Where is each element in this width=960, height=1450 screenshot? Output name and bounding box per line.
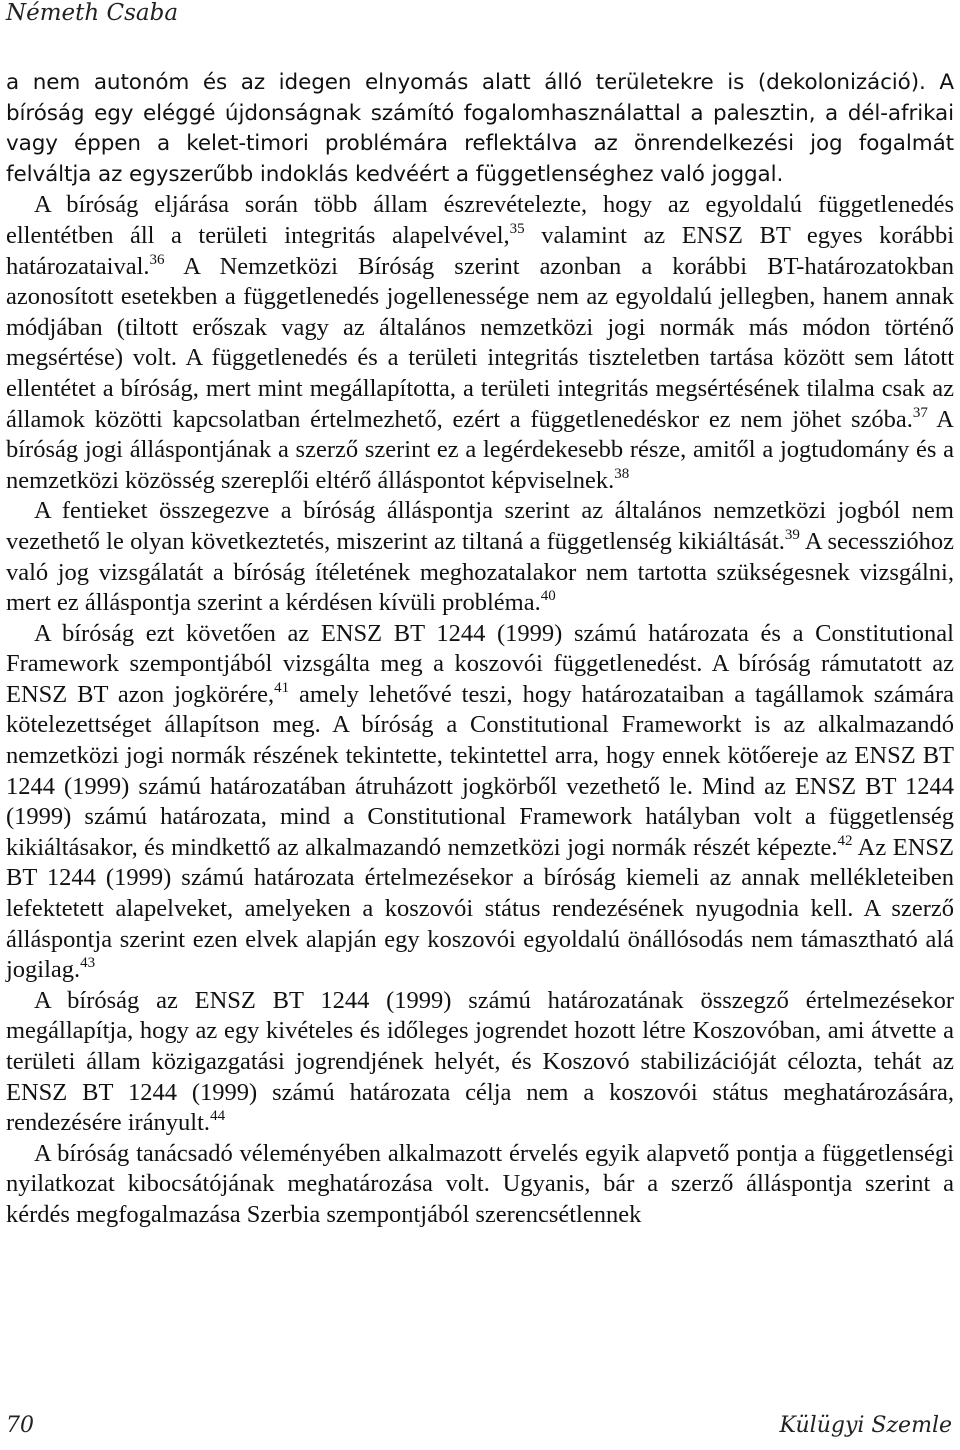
footnote-ref[interactable]: 36 — [149, 251, 165, 268]
footnote-ref[interactable]: 37 — [912, 404, 928, 421]
body-text — [6, 68, 954, 1231]
paragraph-text: A bíróság jogi álláspontjának a szerző szerint ez a legérdekesebb része, amitől a jogtudomány és a nemzetközi közösség szereplői eltérő álláspontot képviselnek. — [6, 405, 955, 494]
page-number: 70 — [6, 1413, 34, 1438]
paragraph-text: a nem autonóm és az idegen elnyomás alatt álló területekre is (dekolonizáció). A bíróság egy eléggé újdonságnak számító fogalomhasználattal a palesztin, a dél-afrikai vagy éppen a kelet-timori problémára reflektálva az önrendelkezési jog fogalmát felváltja az egyszerűbb indoklás kedvéért a függetlenséghez való joggal. — [6, 70, 954, 187]
footnote-ref[interactable]: 42 — [837, 832, 853, 849]
footnote-ref[interactable]: 38 — [614, 465, 630, 482]
paragraph-text: A bíróság ezt követően az ENSZ BT 1244 (1999) számú határozata és a Constitutional Framework szempontjából vizsgálta meg a koszovói függetlenedést. A bíróság rámutatott az ENSZ BT azon jogkörére, — [6, 619, 954, 708]
running-header-author: Németh Csaba — [6, 0, 179, 26]
footnote-ref[interactable]: 44 — [210, 1108, 226, 1125]
footnote-ref[interactable]: 40 — [540, 588, 556, 605]
paragraph — [6, 1139, 954, 1231]
paragraph-text: Az ENSZ BT 1244 (1999) számú határozata értelmezésekor a bíróság kiemeli az annak mellékleteiben lefektetett alapelveket, amelyeken a koszovói státus rendezésének nyugodnia kell. A szerző álláspontja szerint ezen elvek alapján egy koszovói egyoldalú önállósodás nem támasztható alá jogilag. — [6, 833, 954, 984]
footnote-ref[interactable]: 39 — [784, 526, 800, 543]
paragraph-text: amely lehetővé teszi, hogy határozataiban a tagállamok számára kötelezettséget állapítson meg. A bíróság a Constitutional Frameworkt is az alkalmazandó nemzetközi jogi normák részének tekintette, tekintettel arra, hogy ennek kötőereje az ENSZ BT 1244 (1999) számú határozatában átruházott jogkörből vezethető le. Mind az ENSZ BT 1244 (1999) számú határozata, mind a Constitutional Framework hatályban volt a függetlenség kikiáltásakor, és mindkettő az alkalmazandó nemzetközi jogi normák részét képezte. — [6, 680, 954, 861]
paragraph-text: A fentieket összegezve a bíróság álláspontja szerint az általános nemzetközi jogból nem vezethető le olyan következtetés, miszerint az tiltaná a függetlenség kikiáltását. — [6, 497, 954, 555]
paragraph-text: A secesszióhoz való jog vizsgálatát a bíróság ítéletének meghozatalakor nem tartotta szükségesnek vizsgálni, mert ez álláspontja szerint a kérdésen kívüli probléma. — [6, 527, 954, 617]
paragraph-text: valamint az ENSZ BT egyes korábbi határozataival. — [6, 221, 955, 280]
paragraph-text: A bíróság az ENSZ BT 1244 (1999) számú határozatának összegző értelmezésekor megállapítja, hogy az egy kivételes és időleges jogrendet hozott létre Koszovóban, ami átvette a területi állam közigazgatási jogrendjének helyét, és Koszovó stabilizációját célozta, tehát az ENSZ BT 1244 (1999) számú határozata célja nem a koszovói státus meghatározására, rendezésére irányult. — [6, 986, 954, 1137]
paragraph — [6, 68, 954, 190]
paragraph-text: A bíróság tanácsadó véleményében alkalmazott érvelés egyik alapvető pontja a függetlenségi nyilatkozat kibocsátójának meghatározása volt. Ugyanis, bár a szerző álláspontja szerint a kérdés megfogalmazása Szerbia szempontjából szerencsétlennek — [6, 1139, 954, 1228]
footnote-ref[interactable]: 35 — [509, 220, 525, 237]
paragraph-text: A bíróság eljárása során több állam észrevételezte, hogy az egyoldalú függetlenedés ellentétben áll a területi integritás alapelvével, — [6, 191, 954, 249]
footnote-ref[interactable]: 43 — [80, 955, 96, 972]
paragraph-text: A Nemzetközi Bíróság szerint azonban a korábbi BT-határozatokban azonosított esetekben a függetlenedés jogellenessége nem az egyoldalú jellegben, hanem annak módjában (tiltott erőszak vagy az általános nemzetközi jogi normák más módon történő megsértése) volt. A függetlenedés és a területi integritás tiszteletben tartása között sem látott ellentétet a bíróság, mert mint megállapította, a területi integritás megsértésének tilalma csak az államok közötti kapcsolatban értelmezhető, ezért a függetlenedéskor ez nem jöhet szóba. — [6, 252, 954, 433]
paragraph — [6, 619, 954, 986]
footnote-ref[interactable]: 41 — [274, 679, 290, 696]
journal-title: Külügyi Szemle — [779, 1413, 952, 1438]
paragraph — [6, 986, 954, 1139]
paragraph — [6, 496, 954, 618]
paragraph — [6, 190, 954, 496]
